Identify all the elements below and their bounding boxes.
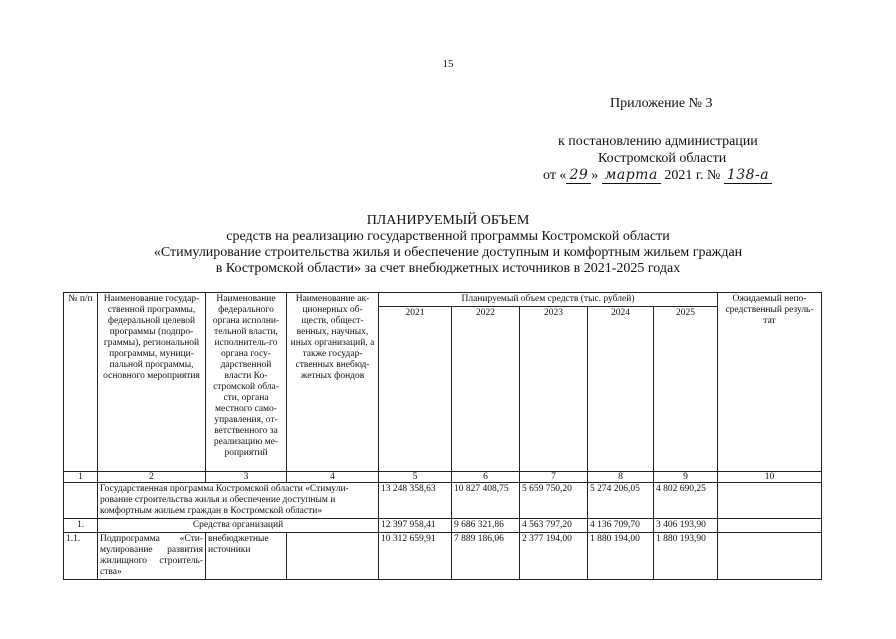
funding-table: [63, 292, 822, 580]
value-2024: 1 880 194,00: [588, 533, 654, 580]
header-year: 2024: [588, 307, 654, 472]
value-2023: 5 659 750,20: [520, 483, 588, 519]
cell-num: [64, 483, 98, 519]
program-name: Государственная программа Костромской области «Стимули-рование строительства жилья и обеспечение доступным и комфортным жильем граждан в Костромской области»: [98, 483, 379, 519]
expected-result: [718, 519, 822, 533]
value-2021: 13 248 358,63: [379, 483, 452, 519]
table-row-program: [64, 483, 822, 519]
column-number: 8: [588, 472, 654, 483]
header-organizations: Наименование ак-ционерных об-ществ, общест-венных, научных, иных организаций, а также государ-ственных внебюд-жетных фондов: [287, 293, 379, 472]
value-2025: 1 880 193,90: [654, 533, 718, 580]
expected-result: [718, 483, 822, 519]
row-num: 1.1.: [64, 533, 98, 580]
column-number: 3: [206, 472, 287, 483]
header-expected: Ожидаемый непо-средственный резуль-тат: [718, 293, 822, 472]
decree-day-handwritten: 29: [566, 167, 591, 184]
value-2023: 2 377 194,00: [520, 533, 588, 580]
header-row-1: [64, 293, 822, 307]
value-2024: 5 274 206,05: [588, 483, 654, 519]
header-year: 2021: [379, 307, 452, 472]
column-number: 4: [287, 472, 379, 483]
appendix-label: Приложение № 3: [610, 96, 713, 111]
decree-line-2: Костромской области: [598, 151, 727, 166]
header-year: 2025: [654, 307, 718, 472]
subprogram-authority: внебюджетные источники: [206, 533, 287, 580]
value-2021: 10 312 659,91: [379, 533, 452, 580]
value-2022: 10 827 408,75: [452, 483, 520, 519]
value-2025: 3 406 193,90: [654, 519, 718, 533]
title-line-3: «Стимулирование строительства жилья и обеспечение доступным и комфортным жильем граждан: [153, 245, 743, 260]
column-number: 7: [520, 472, 588, 483]
value-2023: 4 563 797,20: [520, 519, 588, 533]
table-row-funds: [64, 519, 822, 533]
value-2021: 12 397 958,41: [379, 519, 452, 533]
value-2022: 9 686 321,86: [452, 519, 520, 533]
title-line-1: ПЛАНИРУЕМЫЙ ОБЪЕМ: [366, 213, 530, 228]
decree-mid: »: [591, 168, 599, 183]
column-number: 5: [379, 472, 452, 483]
page-number: 15: [442, 58, 454, 70]
header-program: Наименование государ-ственной программы, федеральной целевой программы (подпро-граммы), региональной программы, муници-пальной программы, основного мероприятия: [98, 293, 206, 472]
header-planned: Планируемый объем средств (тыс. рублей): [379, 293, 718, 307]
column-number: 6: [452, 472, 520, 483]
subprogram-name: Подпрограмма «Сти-мулирование развития жилищного строитель-ства»: [98, 533, 206, 580]
column-number: 2: [98, 472, 206, 483]
title-line-4: в Костромской области» за счет внебюджетных источников в 2021-2025 годах: [215, 261, 681, 276]
header-num: № п/п: [64, 293, 98, 472]
decree-month-handwritten: марта: [602, 167, 661, 184]
document-title: [0, 213, 896, 277]
value-2022: 7 889 186,06: [452, 533, 520, 580]
decree-prefix: от «: [543, 168, 567, 183]
column-number: 1: [64, 472, 98, 483]
row-num: 1.: [64, 519, 98, 533]
column-numbers-row: [64, 472, 822, 483]
column-number: 9: [654, 472, 718, 483]
expected-result: [718, 533, 822, 580]
value-2024: 4 136 709,70: [588, 519, 654, 533]
table-row-subprogram: [64, 533, 822, 580]
title-line-2: средств на реализацию государственной программы Костромской области: [226, 229, 670, 244]
header-authority: Наименование федерального органа исполни-тельной власти, исполнитель-го органа госу-дарственной власти Ко-стромской обла-сти, органа местного само-управления, от-ветственного за реализацию ме-роприятий: [206, 293, 287, 472]
header-year: 2023: [520, 307, 588, 472]
value-2025: 4 802 690,25: [654, 483, 718, 519]
funds-name: Средства организаций: [98, 519, 379, 533]
column-number: 10: [718, 472, 822, 483]
header-year: 2022: [452, 307, 520, 472]
decree-date-line: [543, 167, 772, 184]
decree-year: 2021 г. №: [664, 168, 721, 183]
decree-line-1: к постановлению администрации: [558, 134, 758, 149]
subprogram-organizations: [287, 533, 379, 580]
decree-number-handwritten: 138-а: [724, 167, 772, 184]
